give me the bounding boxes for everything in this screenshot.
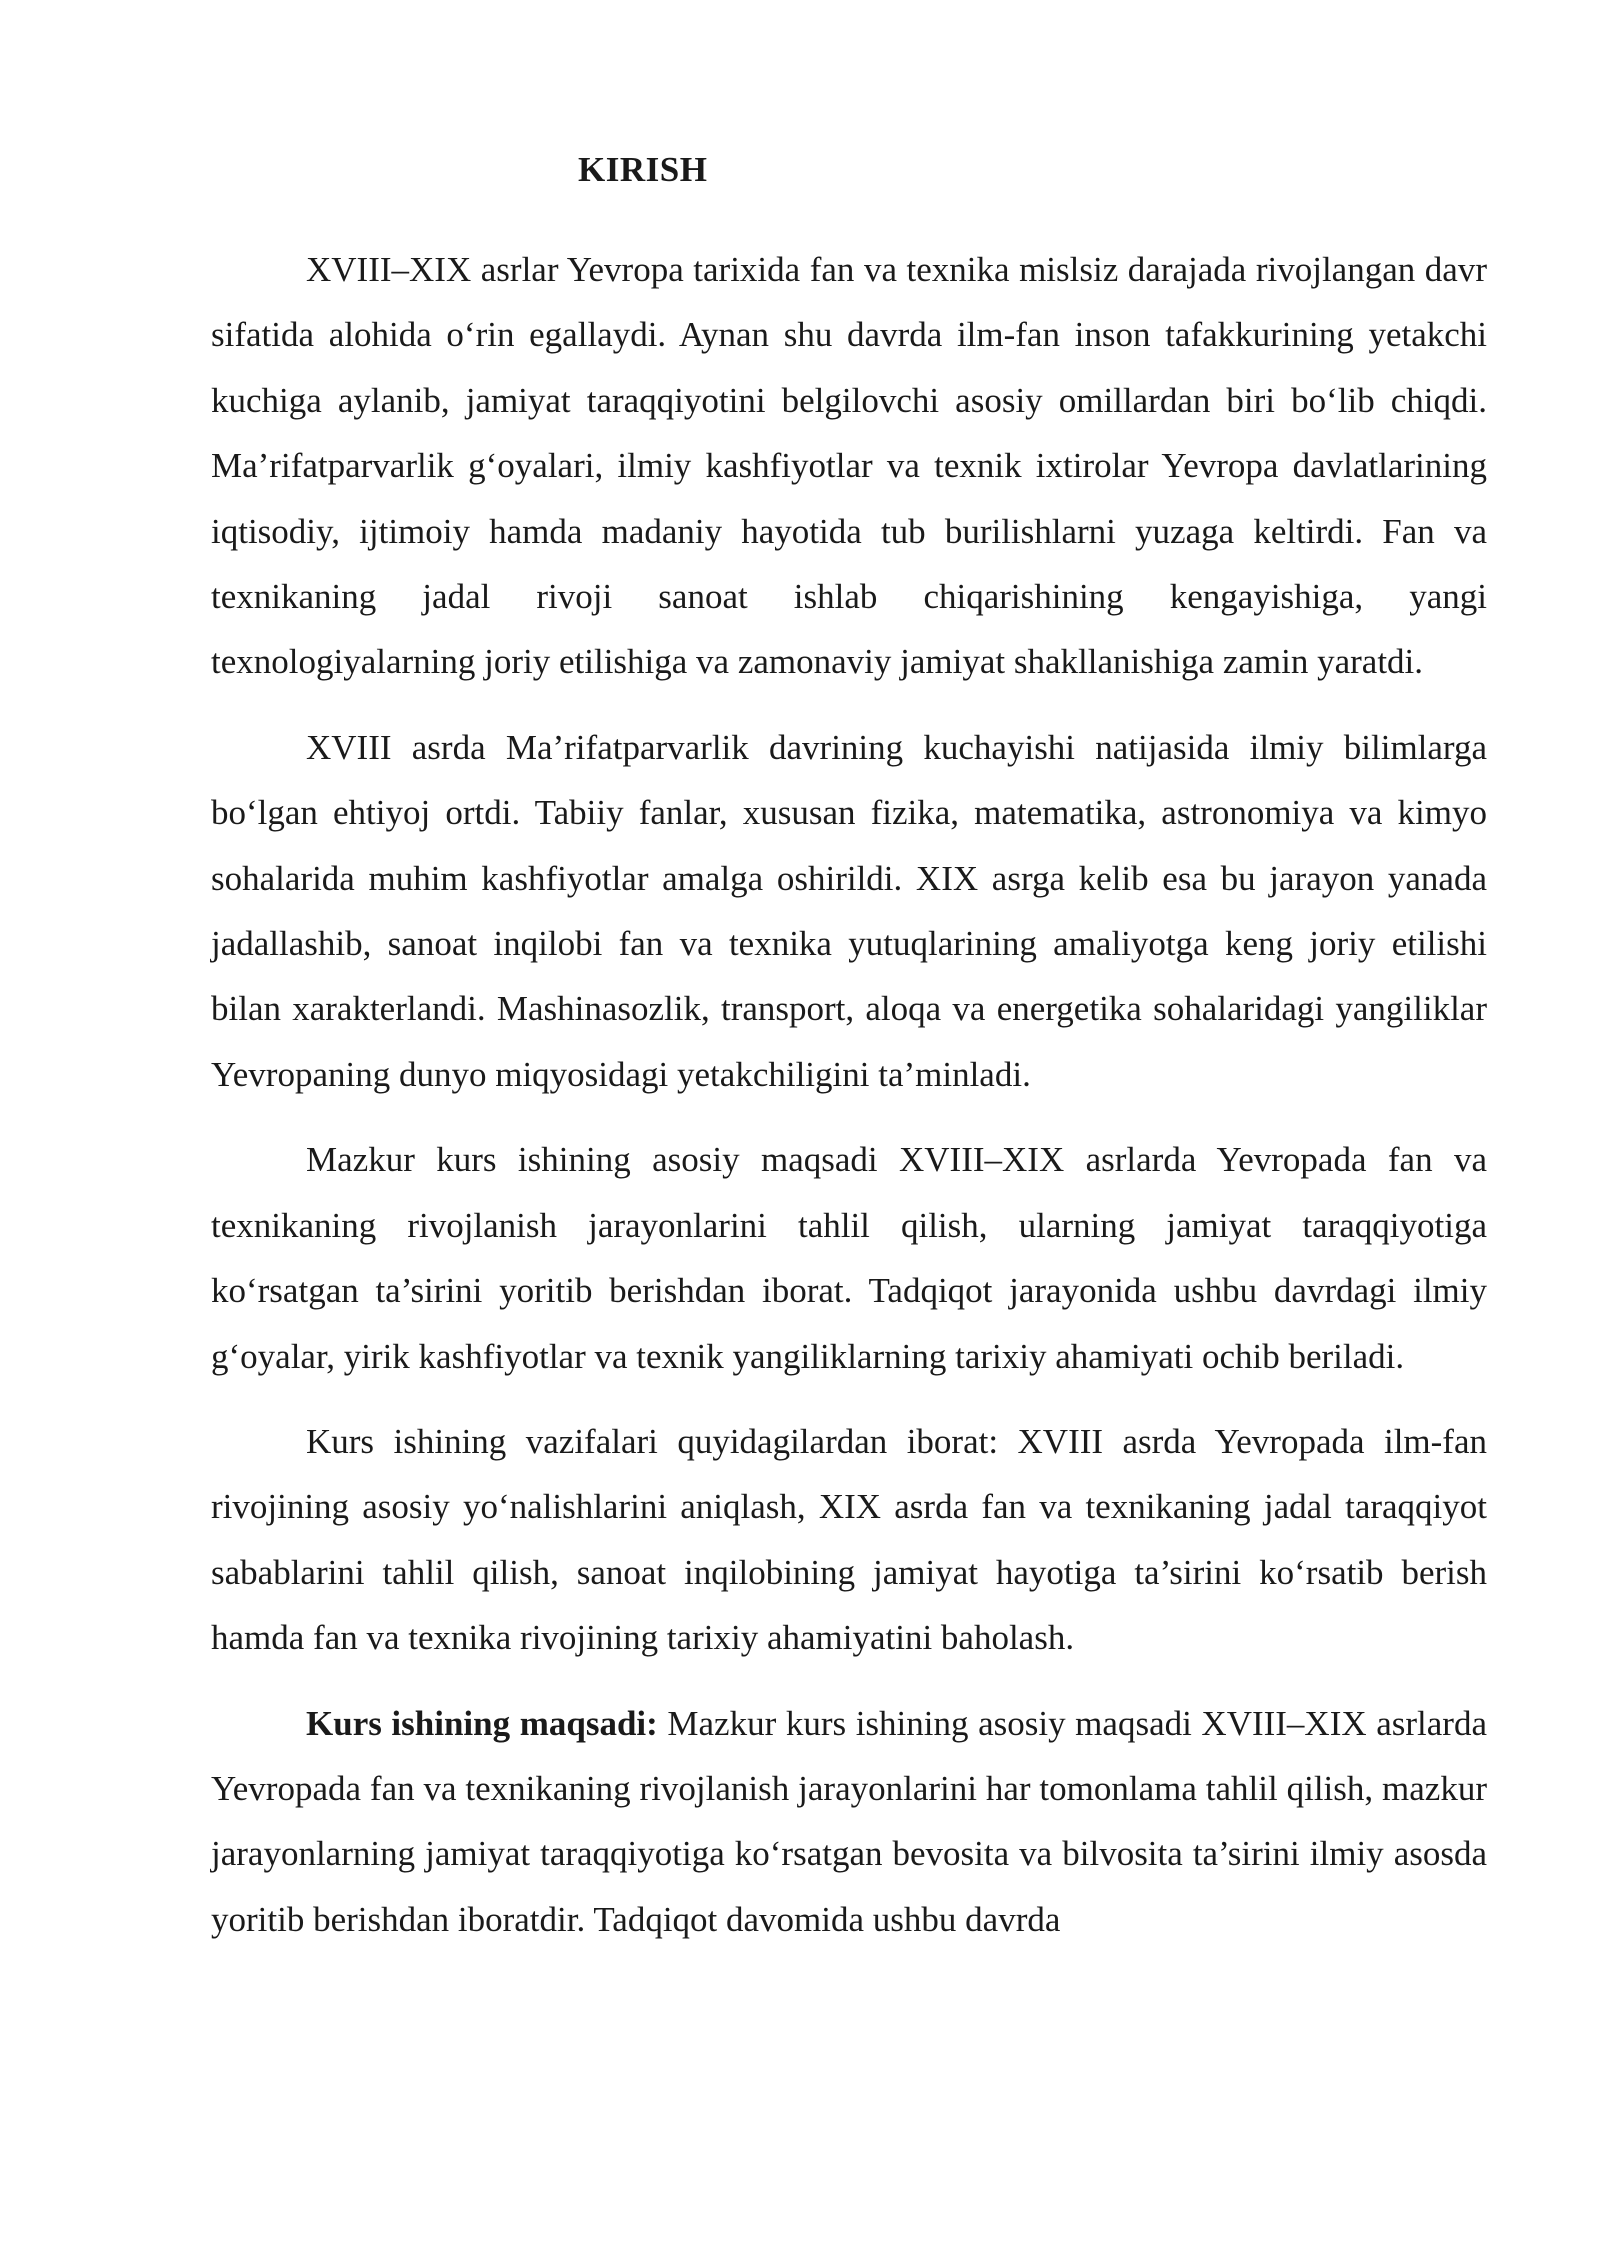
paragraph-enlightenment: [211, 715, 1487, 1107]
paragraph-text: XVIII–XIX asrlar Yevropa tarixida fan va texnika mislsiz darajada rivojlangan davr sifatida alohida o‘rin egallaydi. Aynan shu davrda ilm-fan inson tafakkurining yetakchi kuchiga aylanib, jamiyat taraqqiyotini belgilovchi asosiy omillardan biri bo‘lib chiqdi. Ma’rifatparvarlik g‘oyalari, ilmiy kashfiyotlar va texnik ixtirolar Yevropa davlatlarining iqtisodiy, ijtimoiy hamda madaniy hayotida tub burilishlarni yuzaga keltirdi. Fan va texnikaning jadal rivoji sanoat ishlab chiqarishining kengayishiga, yangi texnologiyalarning joriy etilishiga va zamonaviy jamiyat shakllanishiga zamin yaratdi.: [211, 250, 1487, 682]
paragraph-course-goal: [211, 1691, 1487, 1953]
paragraph-course-tasks: [211, 1409, 1487, 1671]
paragraph-course-purpose: [211, 1127, 1487, 1389]
paragraph-intro: [211, 237, 1487, 695]
paragraph-text: XVIII asrda Ma’rifatparvarlik davrining kuchayishi natijasida ilmiy bilimlarga bo‘lgan ehtiyoj ortdi. Tabiiy fanlar, xususan fizika, matematika, astronomiya va kimyo sohalarida muhim kashfiyotlar amalga oshirildi. XIX asrga kelib esa bu jarayon yanada jadallashib, sanoat inqilobi fan va texnika yutuqlarining amaliyotga keng joriy etilishi bilan xarakterlandi. Mashinasozlik, transport, aloqa va energetika sohalaridagi yangiliklar Yevropaning dunyo miqyosidagi yetakchiligini ta’minladi.: [211, 727, 1487, 1094]
paragraph-text: Mazkur kurs ishining asosiy maqsadi XVIII–XIX asrlarda Yevropada fan va texnikaning rivojlanish jarayonlarini tahlil qilish, ularning jamiyat taraqqiyotiga ko‘rsatgan ta’sirini yoritib berishdan iborat. Tadqiqot jarayonida ushbu davrdagi ilmiy g‘oyalar, yirik kashfiyotlar va texnik yangiliklarning tarixiy ahamiyati ochib beriladi.: [211, 1140, 1487, 1376]
document-body: [211, 237, 1487, 1972]
paragraph-lead-label: Kurs ishining maqsadi:: [306, 1703, 658, 1743]
paragraph-text: Kurs ishining vazifalari quyidagilardan iborat: XVIII asrda Yevropada ilm-fan rivojining asosiy yo‘nalishlarini aniqlash, XIX asrda fan va texnikaning jadal taraqqiyot sabablarini tahlil qilish, sanoat inqilobining jamiyat hayotiga ta’sirini ko‘rsatib berish hamda fan va texnika rivojining tarixiy ahamiyatini baholash.: [211, 1421, 1487, 1658]
paragraph-text: Mazkur kurs ishining asosiy maqsadi XVIII–XIX asrlarda Yevropada fan va texnikaning rivojlanish jarayonlarini har tomonlama tahlil qilish, mazkur jarayonlarning jamiyat taraqqiyotiga ko‘rsatgan bevosita va bilvosita ta’sirini ilmiy asosda yoritib berishdan iboratdir. Tadqiqot davomida ushbu davrda: [211, 1703, 1487, 1939]
document-heading: KIRISH: [578, 150, 708, 189]
